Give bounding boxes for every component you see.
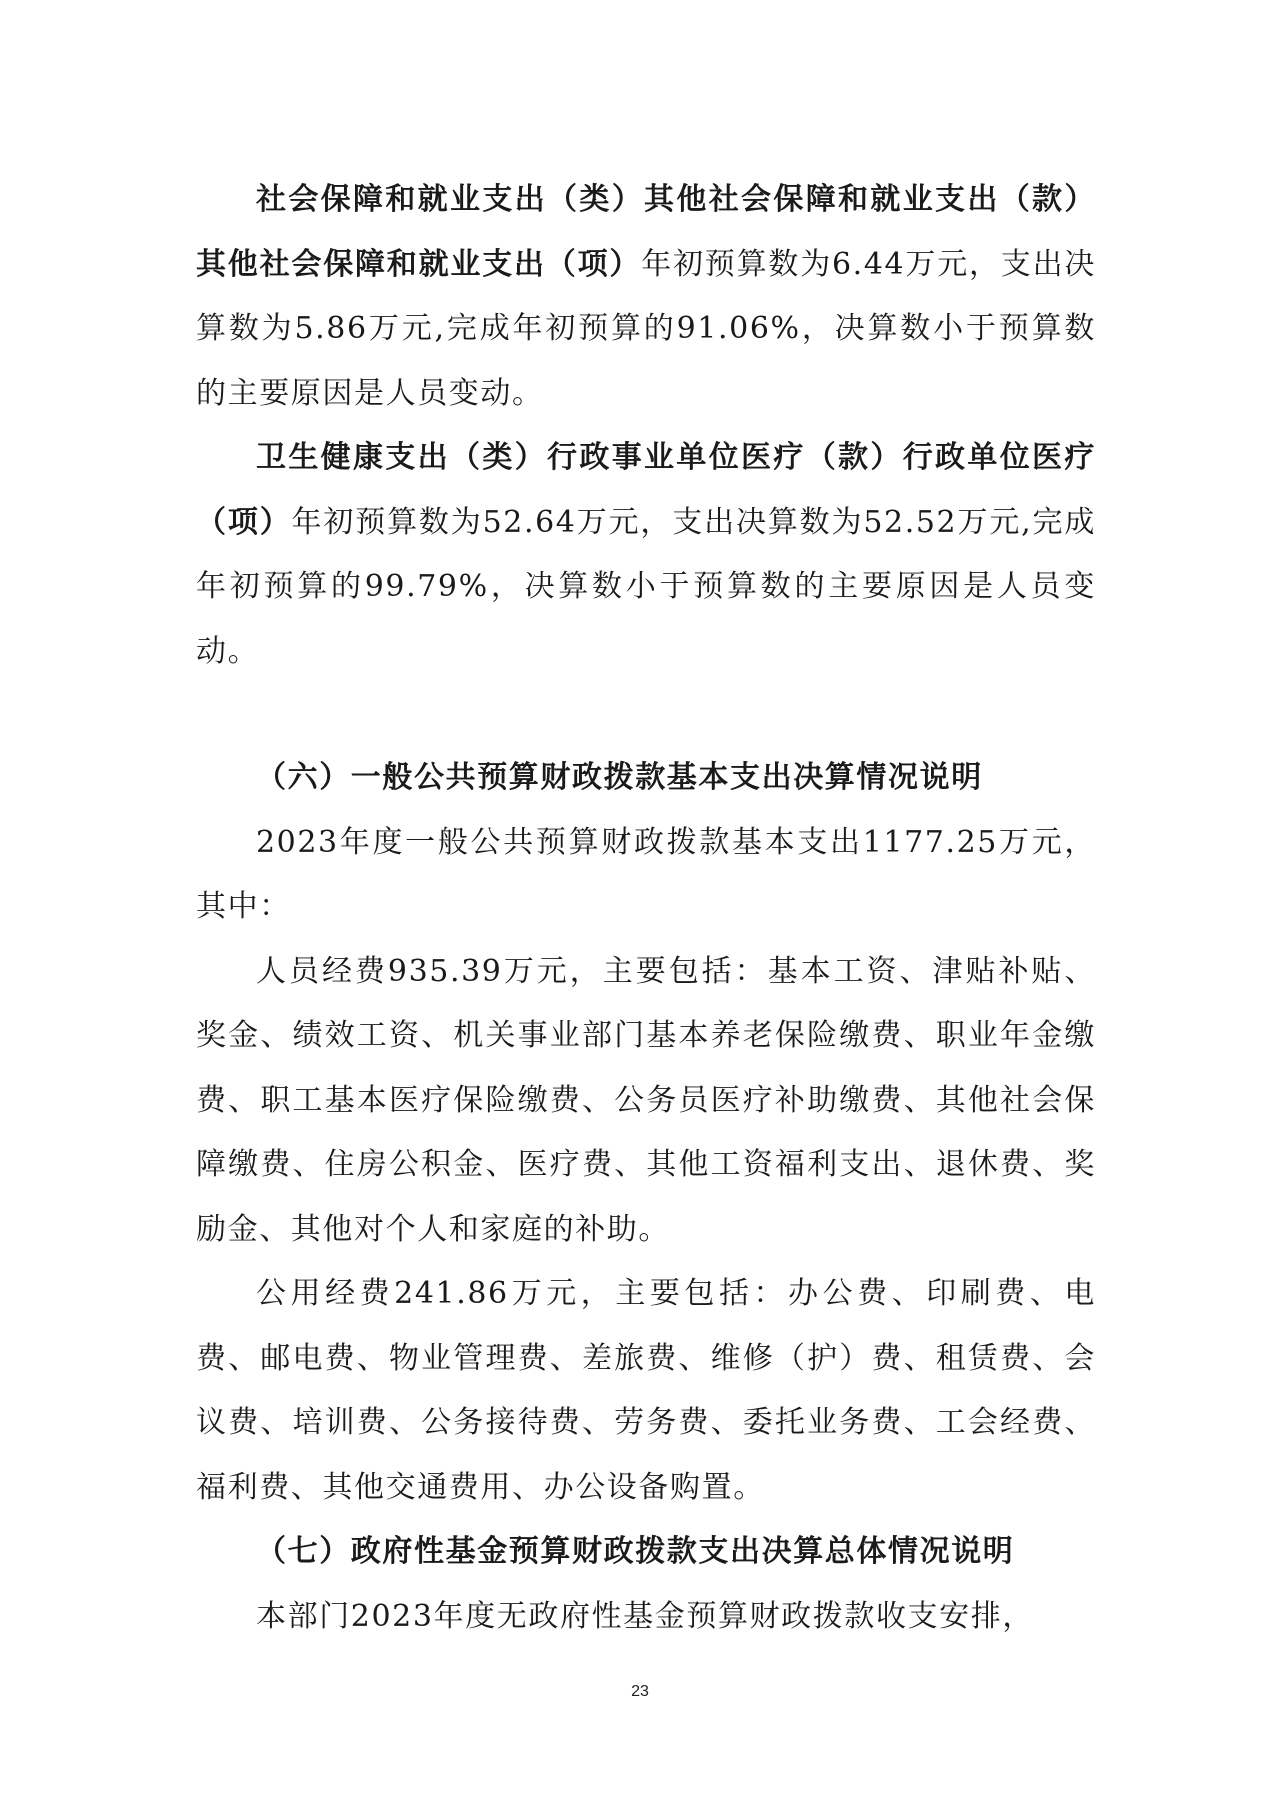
section-7-text: 本部门2023年度无政府性基金预算财政拨款收支安排，: [256, 1598, 1034, 1634]
paragraph-social-security-title: 社会保障和就业支出（类）其他社会保障和就业支出（款）其他社会保障和就业支出（项）: [196, 182, 1096, 282]
paragraph-social-security: [196, 168, 1096, 426]
section-6-personnel: 人员经费935.39万元，主要包括：基本工资、津贴补贴、奖金、绩效工资、机关事业部门基本养老保险缴费、职业年金缴费、职工基本医疗保险缴费、公务员医疗补助缴费、其他社会保障缴费、住房公积金、医疗费、其他工资福利支出、退休费、奖励金、其他对个人和家庭的补助。: [196, 953, 1096, 1247]
section-spacer: [196, 684, 1096, 746]
section-7-heading: （七）政府性基金预算财政拨款支出决算总体情况说明: [256, 1534, 1015, 1569]
section-6-public: 公用经费241.86万元，主要包括：办公费、印刷费、电费、邮电费、物业管理费、差旅费、维修（护）费、租赁费、会议费、培训费、公务接待费、劳务费、委托业务费、工会经费、福利费、其他交通费用、办公设备购置。: [196, 1276, 1096, 1505]
paragraph-health: [196, 426, 1096, 684]
page-number: 23: [631, 1683, 649, 1700]
paragraph-health-title: 卫生健康支出（类）行政事业单位医疗（款）行政单位医疗（项）: [196, 440, 1096, 540]
paragraph-health-text: 年初预算数为52.64万元，支出决算数为52.52万元,完成年初预算的99.79%，决算数小于预算数的主要原因是人员变动。: [196, 504, 1096, 669]
section-6-heading: （六）一般公共预算财政拨款基本支出决算情况说明: [256, 760, 983, 795]
document-page: [196, 168, 1096, 1649]
section-6-intro: 2023年度一般公共预算财政拨款基本支出1177.25万元，其中：: [196, 824, 1096, 924]
paragraph-social-security-text: 年初预算数为6.44万元，支出决算数为5.86万元,完成年初预算的91.06%，决算数小于预算数的主要原因是人员变动。: [196, 246, 1096, 411]
